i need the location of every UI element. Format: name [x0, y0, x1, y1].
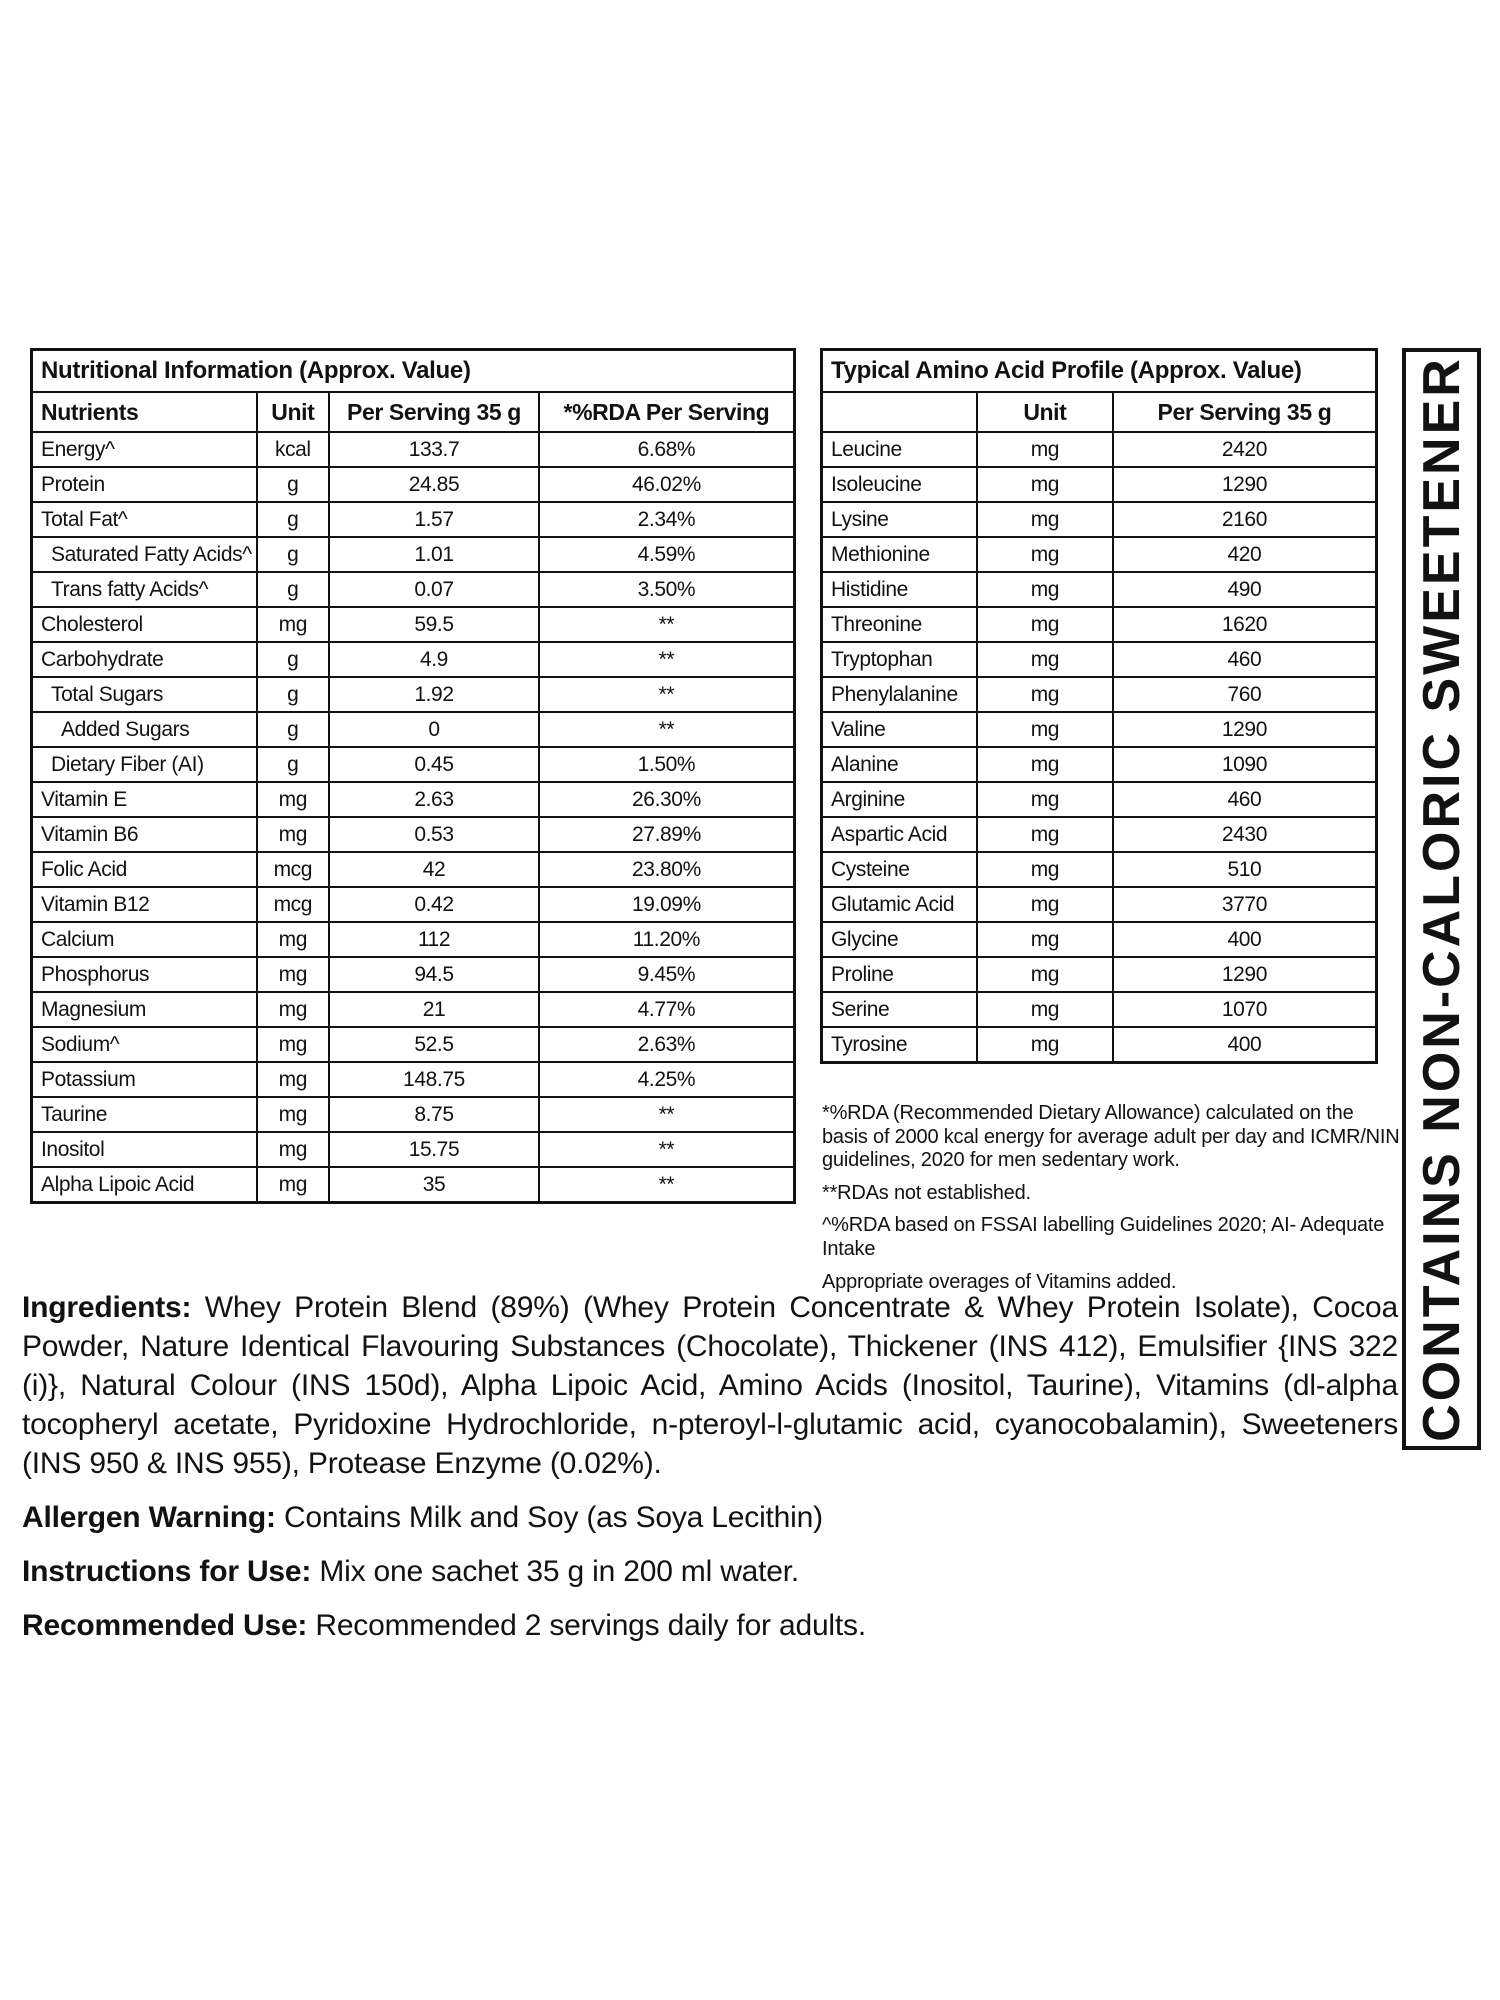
unit-cell: g: [257, 712, 329, 747]
banner-text: CONTAINS NON-CALORIC SWEETENER: [1412, 356, 1471, 1442]
rda-cell: 2.34%: [539, 502, 795, 537]
table-row: [822, 607, 1377, 642]
per-serving-cell: 1290: [1113, 957, 1377, 992]
unit-cell: mg: [257, 992, 329, 1027]
rda-cell: 2.63%: [539, 1027, 795, 1062]
unit-cell: mg: [977, 572, 1113, 607]
table-row: [822, 572, 1377, 607]
footnotes: [822, 1102, 1402, 1303]
table-row: [32, 712, 795, 747]
col-header-unit: Unit: [257, 392, 329, 432]
table-row: [32, 747, 795, 782]
per-serving-cell: 400: [1113, 922, 1377, 957]
per-serving-cell: 4.9: [329, 642, 539, 677]
unit-cell: mg: [977, 712, 1113, 747]
nutrient-name-cell: Taurine: [32, 1097, 257, 1132]
unit-cell: mg: [977, 642, 1113, 677]
unit-cell: mg: [977, 957, 1113, 992]
ingredients-text: Whey Protein Blend (89%) (Whey Protein Concentrate & Whey Protein Isolate), Cocoa Powder, Nature Identical Flavouring Substances (Chocolate), Thickener (INS 412), Emulsifier {INS 322 (i)}, Natural Colour (INS 150d), Alpha Lipoic Acid, Amino Acids (Inositol, Taurine), Vitamins (dl-alpha tocopheryl acetate, Pyridoxine Hydrochloride, n-pteroyl-l-glutamic acid, cyanocobalamin), Sweeteners (INS 950 & INS 955), Protease Enzyme (0.02%).: [22, 1291, 1398, 1480]
rda-cell: 11.20%: [539, 922, 795, 957]
col-header-amino-unit: Unit: [977, 392, 1113, 432]
unit-cell: g: [257, 537, 329, 572]
table-row: [32, 852, 795, 887]
ingredients-section: [22, 1288, 1398, 1483]
nutrient-name-cell: Total Fat^: [32, 502, 257, 537]
amino-name-cell: Tryptophan: [822, 642, 977, 677]
rda-cell: **: [539, 607, 795, 642]
per-serving-cell: 21: [329, 992, 539, 1027]
table-row: [32, 922, 795, 957]
unit-cell: g: [257, 467, 329, 502]
amino-name-cell: Cysteine: [822, 852, 977, 887]
amino-name-cell: Phenylalanine: [822, 677, 977, 712]
amino-name-cell: Valine: [822, 712, 977, 747]
recommended-use-text: Recommended 2 servings daily for adults.: [315, 1609, 866, 1642]
nutrient-name-cell: Vitamin B12: [32, 887, 257, 922]
per-serving-cell: 1090: [1113, 747, 1377, 782]
nutrient-name-cell: Saturated Fatty Acids^: [32, 537, 257, 572]
per-serving-cell: 0.53: [329, 817, 539, 852]
table-row: [32, 817, 795, 852]
recommended-use-label: Recommended Use:: [22, 1609, 308, 1642]
nutrition-table: [30, 348, 796, 1204]
table-row: [822, 502, 1377, 537]
nutrient-name-cell: Protein: [32, 467, 257, 502]
rda-cell: 1.50%: [539, 747, 795, 782]
per-serving-cell: 510: [1113, 852, 1377, 887]
amino-name-cell: Glutamic Acid: [822, 887, 977, 922]
per-serving-cell: 0: [329, 712, 539, 747]
per-serving-cell: 460: [1113, 782, 1377, 817]
unit-cell: mg: [977, 747, 1113, 782]
per-serving-cell: 2160: [1113, 502, 1377, 537]
allergen-warning-label: Allergen Warning:: [22, 1501, 276, 1534]
table-row: [822, 817, 1377, 852]
table-row: [32, 502, 795, 537]
instructions-label: Instructions for Use:: [22, 1555, 312, 1588]
table-row: [822, 432, 1377, 467]
amino-name-cell: Alanine: [822, 747, 977, 782]
unit-cell: mg: [977, 502, 1113, 537]
amino-name-cell: Methionine: [822, 537, 977, 572]
allergen-warning-section: [22, 1498, 1398, 1537]
unit-cell: mg: [977, 607, 1113, 642]
table-row: [32, 677, 795, 712]
nutrition-table-title: Nutritional Information (Approx. Value): [32, 350, 795, 393]
per-serving-cell: 133.7: [329, 432, 539, 467]
non-caloric-sweetener-banner: [1402, 348, 1481, 1450]
amino-table-title-row: [822, 350, 1377, 393]
per-serving-cell: 2430: [1113, 817, 1377, 852]
unit-cell: mg: [257, 957, 329, 992]
amino-name-cell: Tyrosine: [822, 1027, 977, 1063]
nutrition-table-title-row: [32, 350, 795, 393]
per-serving-cell: 1.01: [329, 537, 539, 572]
amino-acid-table: [820, 348, 1378, 1064]
amino-name-cell: Arginine: [822, 782, 977, 817]
unit-cell: mg: [257, 607, 329, 642]
instructions-text: Mix one sachet 35 g in 200 ml water.: [319, 1555, 800, 1588]
nutrient-name-cell: Potassium: [32, 1062, 257, 1097]
nutrient-name-cell: Calcium: [32, 922, 257, 957]
col-header-amino-blank: [822, 392, 977, 432]
nutrient-name-cell: Dietary Fiber (AI): [32, 747, 257, 782]
table-row: [32, 957, 795, 992]
rda-cell: 4.59%: [539, 537, 795, 572]
table-row: [32, 467, 795, 502]
ingredients-label: Ingredients:: [22, 1291, 192, 1324]
nutrient-name-cell: Carbohydrate: [32, 642, 257, 677]
table-row: [822, 922, 1377, 957]
footnote-overages: Appropriate overages of Vitamins added.: [822, 1270, 1177, 1293]
rda-cell: 46.02%: [539, 467, 795, 502]
amino-name-cell: Proline: [822, 957, 977, 992]
unit-cell: mg: [977, 537, 1113, 572]
rda-cell: 4.77%: [539, 992, 795, 1027]
col-header-per-serving: Per Serving 35 g: [329, 392, 539, 432]
nutrient-name-cell: Total Sugars: [32, 677, 257, 712]
instructions-section: [22, 1552, 1398, 1591]
table-row: [822, 642, 1377, 677]
per-serving-cell: 0.45: [329, 747, 539, 782]
per-serving-cell: 0.42: [329, 887, 539, 922]
unit-cell: g: [257, 747, 329, 782]
nutrition-table-header-row: [32, 392, 795, 432]
per-serving-cell: 1620: [1113, 607, 1377, 642]
rda-cell: **: [539, 677, 795, 712]
table-row: [822, 677, 1377, 712]
amino-name-cell: Isoleucine: [822, 467, 977, 502]
amino-name-cell: Lysine: [822, 502, 977, 537]
nutrient-name-cell: Phosphorus: [32, 957, 257, 992]
per-serving-cell: 1.92: [329, 677, 539, 712]
rda-cell: **: [539, 1167, 795, 1203]
per-serving-cell: 52.5: [329, 1027, 539, 1062]
unit-cell: mg: [977, 1027, 1113, 1063]
unit-cell: kcal: [257, 432, 329, 467]
unit-cell: mg: [257, 817, 329, 852]
unit-cell: mcg: [257, 852, 329, 887]
per-serving-cell: 760: [1113, 677, 1377, 712]
unit-cell: mg: [977, 922, 1113, 957]
unit-cell: mg: [257, 1097, 329, 1132]
table-row: [822, 537, 1377, 572]
amino-name-cell: Leucine: [822, 432, 977, 467]
unit-cell: mcg: [257, 887, 329, 922]
table-row: [32, 572, 795, 607]
unit-cell: mg: [257, 1062, 329, 1097]
per-serving-cell: 1290: [1113, 467, 1377, 502]
col-header-nutrients: Nutrients: [32, 392, 257, 432]
table-row: [32, 887, 795, 922]
per-serving-cell: 59.5: [329, 607, 539, 642]
rda-cell: 23.80%: [539, 852, 795, 887]
amino-name-cell: Histidine: [822, 572, 977, 607]
table-row: [32, 537, 795, 572]
nutrient-name-cell: Trans fatty Acids^: [32, 572, 257, 607]
unit-cell: mg: [977, 992, 1113, 1027]
per-serving-cell: 15.75: [329, 1132, 539, 1167]
per-serving-cell: 490: [1113, 572, 1377, 607]
rda-cell: **: [539, 1097, 795, 1132]
unit-cell: mg: [977, 887, 1113, 922]
amino-name-cell: Threonine: [822, 607, 977, 642]
nutrient-name-cell: Vitamin B6: [32, 817, 257, 852]
unit-cell: g: [257, 642, 329, 677]
col-header-amino-per-serving: Per Serving 35 g: [1113, 392, 1377, 432]
table-row: [822, 992, 1377, 1027]
footnote-rda-not-established: **RDAs not established.: [822, 1181, 1031, 1204]
table-row: [822, 1027, 1377, 1063]
per-serving-cell: 94.5: [329, 957, 539, 992]
per-serving-cell: 460: [1113, 642, 1377, 677]
unit-cell: mg: [977, 782, 1113, 817]
rda-cell: **: [539, 712, 795, 747]
per-serving-cell: 112: [329, 922, 539, 957]
unit-cell: mg: [257, 1132, 329, 1167]
nutrient-name-cell: Energy^: [32, 432, 257, 467]
per-serving-cell: 1070: [1113, 992, 1377, 1027]
rda-cell: **: [539, 1132, 795, 1167]
amino-name-cell: Aspartic Acid: [822, 817, 977, 852]
table-row: [822, 467, 1377, 502]
table-row: [32, 642, 795, 677]
table-row: [32, 1097, 795, 1132]
table-row: [32, 1132, 795, 1167]
unit-cell: mg: [257, 1027, 329, 1062]
rda-cell: 19.09%: [539, 887, 795, 922]
table-row: [822, 957, 1377, 992]
table-row: [32, 1167, 795, 1203]
table-row: [32, 432, 795, 467]
rda-cell: **: [539, 642, 795, 677]
unit-cell: g: [257, 572, 329, 607]
nutrient-name-cell: Sodium^: [32, 1027, 257, 1062]
per-serving-cell: 2.63: [329, 782, 539, 817]
amino-table-header-row: [822, 392, 1377, 432]
table-row: [32, 1062, 795, 1097]
per-serving-cell: 1290: [1113, 712, 1377, 747]
rda-cell: 27.89%: [539, 817, 795, 852]
per-serving-cell: 1.57: [329, 502, 539, 537]
recommended-use-section: [22, 1606, 1398, 1645]
table-row: [822, 782, 1377, 817]
rda-cell: 6.68%: [539, 432, 795, 467]
nutrient-name-cell: Alpha Lipoic Acid: [32, 1167, 257, 1203]
unit-cell: g: [257, 502, 329, 537]
unit-cell: mg: [257, 782, 329, 817]
table-row: [822, 712, 1377, 747]
per-serving-cell: 35: [329, 1167, 539, 1203]
per-serving-cell: 2420: [1113, 432, 1377, 467]
per-serving-cell: 420: [1113, 537, 1377, 572]
table-row: [822, 747, 1377, 782]
per-serving-cell: 400: [1113, 1027, 1377, 1063]
table-row: [32, 1027, 795, 1062]
rda-cell: 4.25%: [539, 1062, 795, 1097]
unit-cell: mg: [977, 677, 1113, 712]
rda-cell: 26.30%: [539, 782, 795, 817]
per-serving-cell: 0.07: [329, 572, 539, 607]
table-row: [32, 782, 795, 817]
unit-cell: mg: [977, 852, 1113, 887]
nutrient-name-cell: Cholesterol: [32, 607, 257, 642]
table-row: [822, 852, 1377, 887]
per-serving-cell: 8.75: [329, 1097, 539, 1132]
unit-cell: mg: [977, 467, 1113, 502]
nutrient-name-cell: Inositol: [32, 1132, 257, 1167]
footnote-rda: *%RDA (Recommended Dietary Allowance) calculated on the basis of 2000 kcal energy for average adult per day and ICMR/NIN guidelines, 2020 for men sedentary work.: [822, 1102, 1400, 1172]
rda-cell: 3.50%: [539, 572, 795, 607]
nutrient-name-cell: Vitamin E: [32, 782, 257, 817]
table-row: [822, 887, 1377, 922]
per-serving-cell: 24.85: [329, 467, 539, 502]
unit-cell: mg: [977, 817, 1113, 852]
label-text-sections: [22, 1288, 1398, 1660]
per-serving-cell: 3770: [1113, 887, 1377, 922]
unit-cell: mg: [257, 922, 329, 957]
table-row: [32, 992, 795, 1027]
unit-cell: mg: [977, 432, 1113, 467]
footnote-fssai: ^%RDA based on FSSAI labelling Guidelines 2020; AI- Adequate Intake: [822, 1214, 1385, 1260]
rda-cell: 9.45%: [539, 957, 795, 992]
amino-name-cell: Glycine: [822, 922, 977, 957]
unit-cell: mg: [257, 1167, 329, 1203]
allergen-warning-text: Contains Milk and Soy (as Soya Lecithin): [283, 1501, 823, 1534]
unit-cell: g: [257, 677, 329, 712]
per-serving-cell: 42: [329, 852, 539, 887]
per-serving-cell: 148.75: [329, 1062, 539, 1097]
nutrient-name-cell: Folic Acid: [32, 852, 257, 887]
nutrient-name-cell: Magnesium: [32, 992, 257, 1027]
table-row: [32, 607, 795, 642]
amino-table-title: Typical Amino Acid Profile (Approx. Value): [822, 350, 1377, 393]
col-header-rda: *%RDA Per Serving: [539, 392, 795, 432]
nutrient-name-cell: Added Sugars: [32, 712, 257, 747]
amino-name-cell: Serine: [822, 992, 977, 1027]
